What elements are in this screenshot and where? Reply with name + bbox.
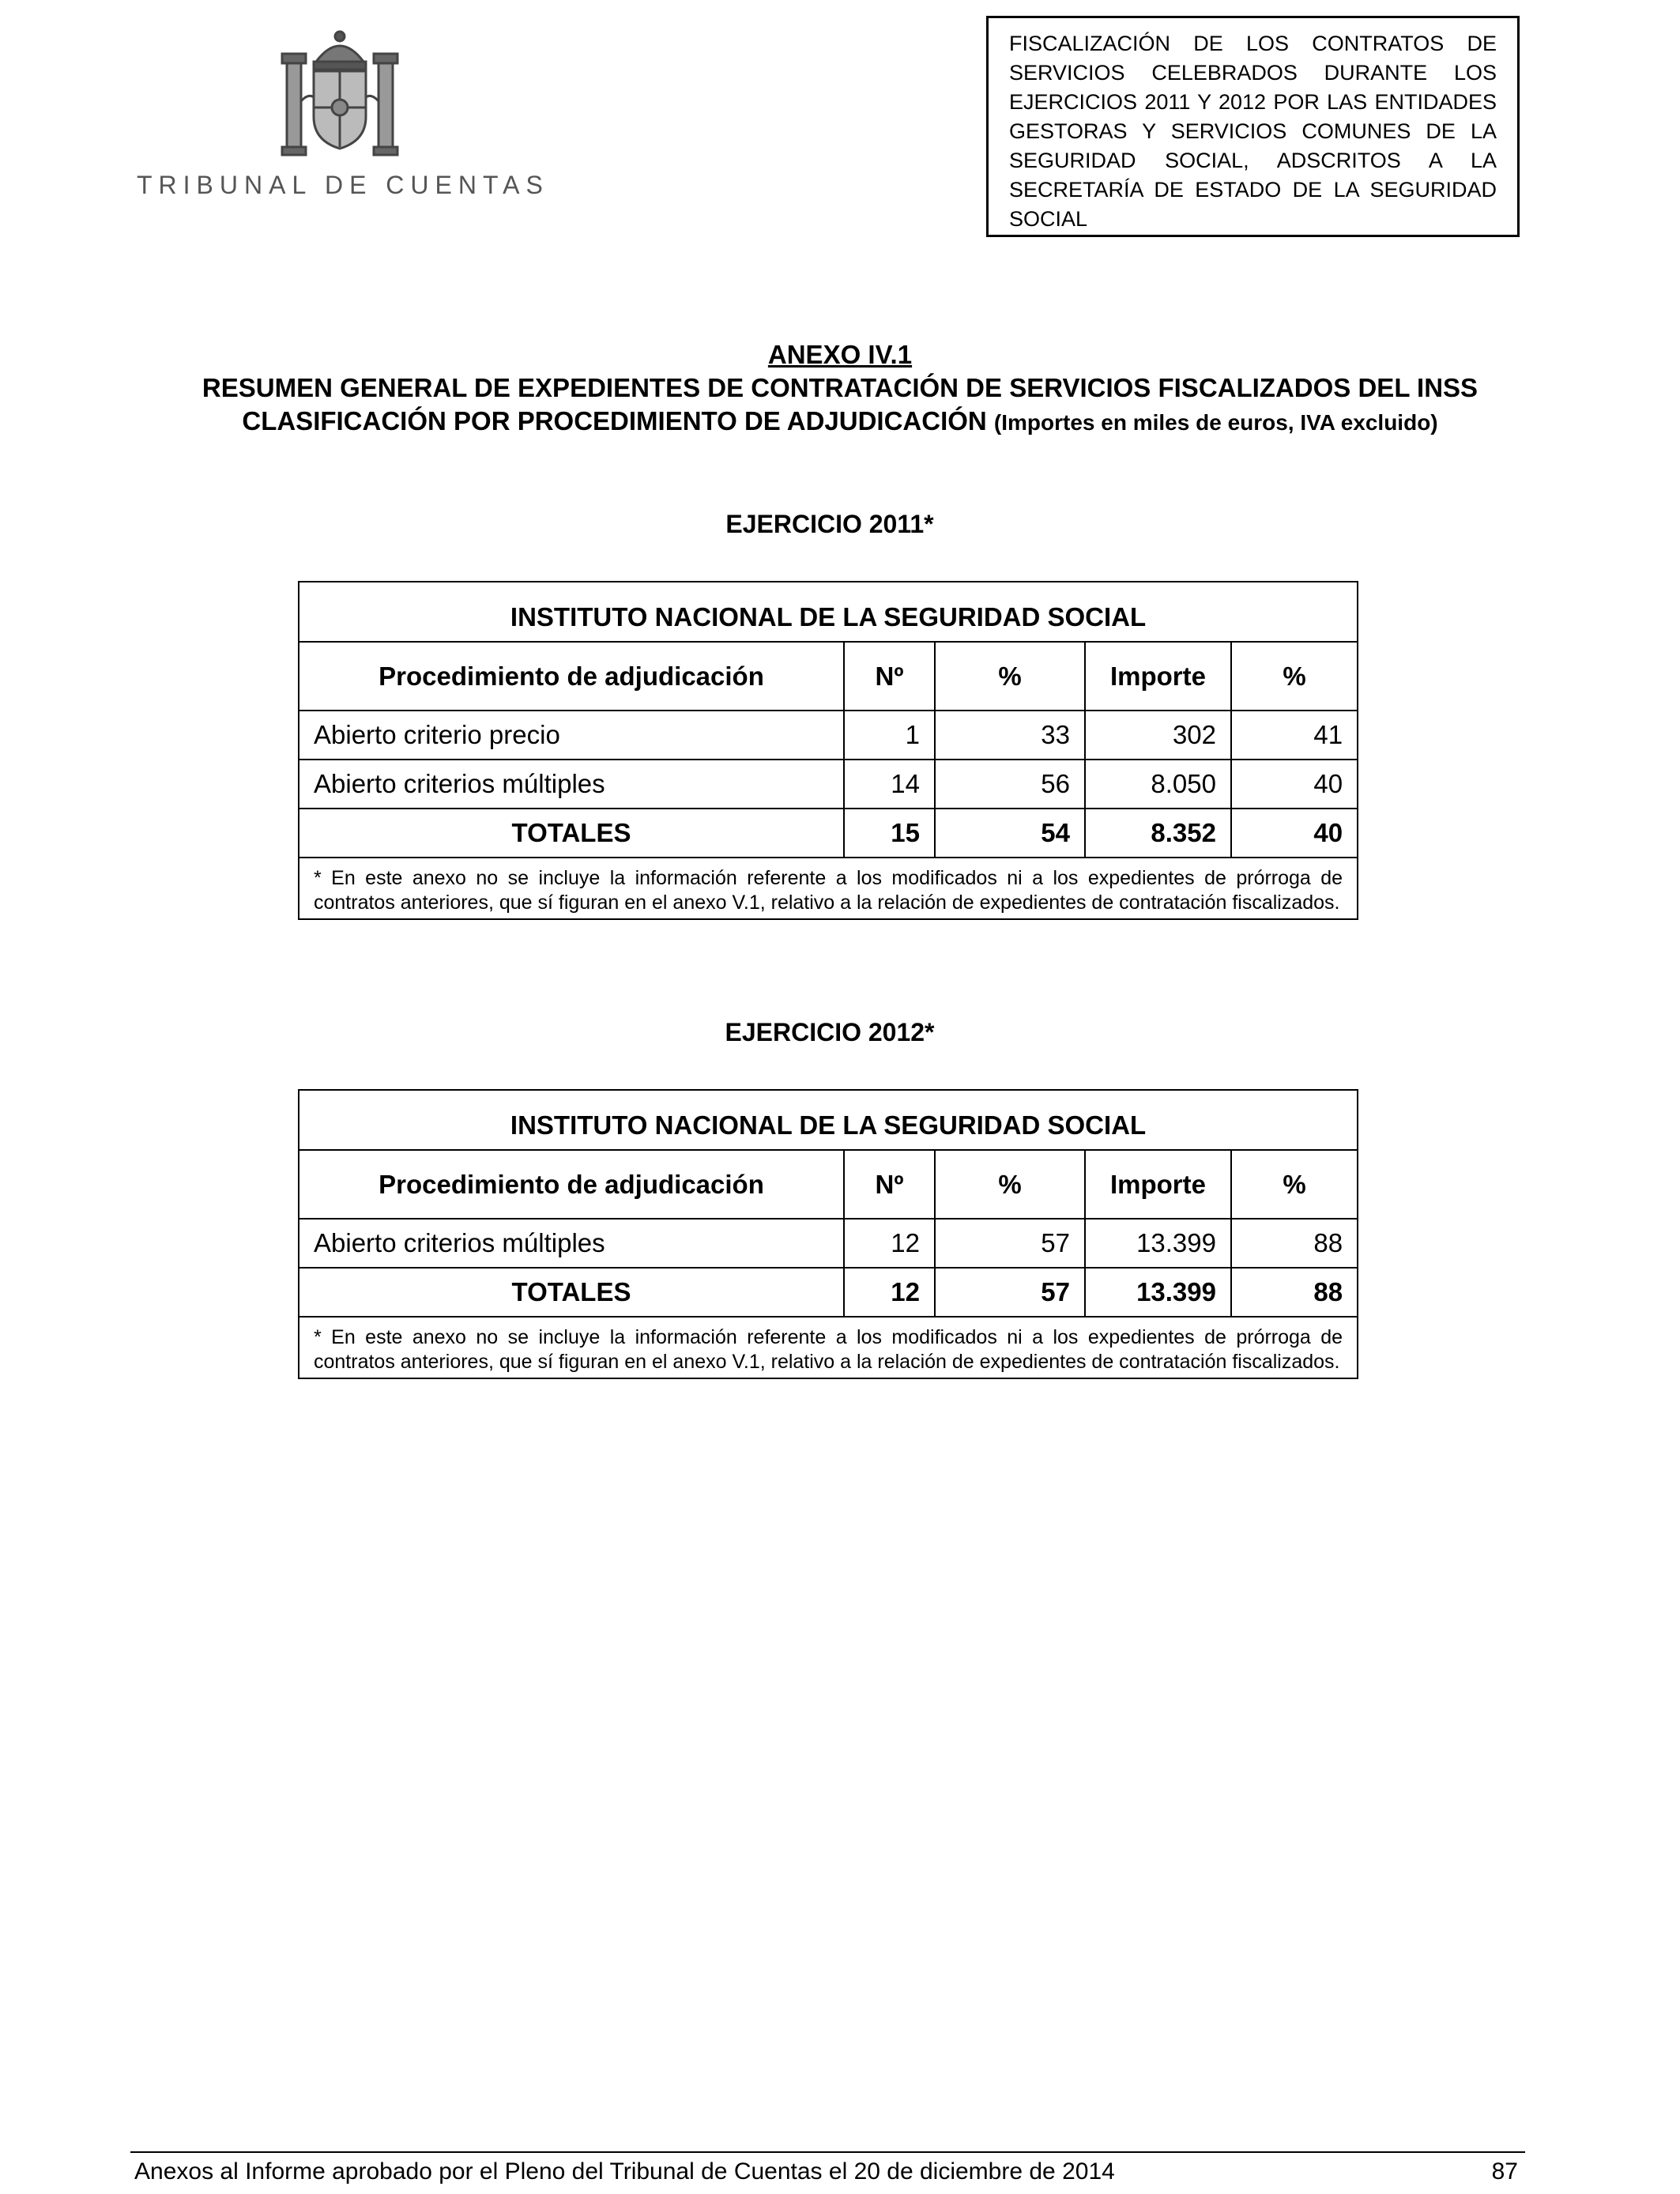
table-cell: 57 [935,1219,1085,1268]
table-footnote: * En este anexo no se incluye la información referente a los modificados ni a los expedientes de prórroga de contratos anteriores, que sí figuran en el anexo V.1, relativo a la relación de expedientes de contratación fiscalizados. [299,858,1358,919]
table-cell: 12 [844,1219,935,1268]
report-title-line: GESTORAS Y SERVICIOS COMUNES DE LA [1009,119,1497,143]
tribunal-logo [130,30,557,212]
table-cell: Abierto criterios múltiples [299,1219,844,1268]
report-title-line: SEGURIDAD SOCIAL, ADSCRITOS A LA [1009,149,1497,172]
table-cell: 14 [844,760,935,809]
totals-label: TOTALES [299,809,844,858]
table-cell: 13.399 [1085,1268,1231,1317]
coat-of-arms-icon [281,30,399,160]
table-cell: 88 [1231,1219,1358,1268]
table-cell: 33 [935,711,1085,760]
col-header: % [1231,1150,1358,1219]
table-cell: 88 [1231,1268,1358,1317]
col-header: % [1231,642,1358,711]
report-title-line: FISCALIZACIÓN DE LOS CONTRATOS DE [1009,32,1497,55]
col-header: Importe [1085,642,1231,711]
exercise-heading-2011: EJERCICIO 2011* [725,510,934,538]
report-title-line: SERVICIOS CELEBRADOS DURANTE LOS [1009,61,1497,85]
annex-number: ANEXO IV.1 [767,340,913,369]
report-title-line: SOCIAL [1009,207,1088,231]
table-row [299,760,1358,809]
table-cell: 1 [844,711,935,760]
annex-title-line2 [79,405,1601,439]
annex-title-line1: RESUMEN GENERAL DE EXPEDIENTES DE CONTRATACIÓN DE SERVICIOS FISCALIZADOS DEL INSS [202,373,1478,402]
table-cell: 12 [844,1268,935,1317]
report-title-line: EJERCICIOS 2011 Y 2012 POR LAS ENTIDADES [1009,90,1497,114]
table-row [299,1219,1358,1268]
report-title-box [986,16,1520,237]
totals-row [299,809,1358,858]
footer-divider [130,2151,1525,2153]
col-header: % [935,642,1085,711]
col-header: Procedimiento de adjudicación [299,1150,844,1219]
annex-title-line2-main: CLASIFICACIÓN POR PROCEDIMIENTO DE ADJUDICACIÓN [242,406,987,435]
col-header: Procedimiento de adjudicación [299,642,844,711]
totals-label: TOTALES [299,1268,844,1317]
exercise-heading-2012: EJERCICIO 2012* [725,1018,935,1046]
footer-text: Anexos al Informe aprobado por el Pleno del Tribunal de Cuentas el 20 de diciembre de 2014 [134,2158,1115,2185]
col-header: Nº [844,1150,935,1219]
table-footnote: * En este anexo no se incluye la información referente a los modificados ni a los expedientes de prórroga de contratos anteriores, que sí figuran en el anexo V.1, relativo a la relación de expedientes de contratación fiscalizados. [299,1317,1358,1378]
table-cell: Abierto criterios múltiples [299,760,844,809]
summary-table-2011 [298,581,1358,920]
table-cell: Abierto criterio precio [299,711,844,760]
totals-row [299,1268,1358,1317]
institution-header: INSTITUTO NACIONAL DE LA SEGURIDAD SOCIAL [299,582,1358,642]
annex-title-units-note: (Importes en miles de euros, IVA excluido) [993,410,1438,435]
summary-table-2012 [298,1089,1358,1379]
table-cell: 13.399 [1085,1219,1231,1268]
table-cell: 40 [1231,809,1358,858]
table-cell: 15 [844,809,935,858]
table-cell: 54 [935,809,1085,858]
column-headers [299,642,1358,711]
page-number: 87 [1491,2158,1518,2185]
institution-header: INSTITUTO NACIONAL DE LA SEGURIDAD SOCIAL [299,1090,1358,1150]
table-cell: 57 [935,1268,1085,1317]
table-cell: 40 [1231,760,1358,809]
col-header: Nº [844,642,935,711]
table-cell: 56 [935,760,1085,809]
logo-text: TRIBUNAL DE CUENTAS [137,171,549,199]
col-header: Importe [1085,1150,1231,1219]
table-cell: 8.050 [1085,760,1231,809]
table-cell: 41 [1231,711,1358,760]
annex-titles [79,338,1601,439]
table-cell: 8.352 [1085,809,1231,858]
column-headers [299,1150,1358,1219]
table-cell: 302 [1085,711,1231,760]
col-header: % [935,1150,1085,1219]
table-row [299,711,1358,760]
report-title-line: SECRETARÍA DE ESTADO DE LA SEGURIDAD [1009,178,1497,202]
